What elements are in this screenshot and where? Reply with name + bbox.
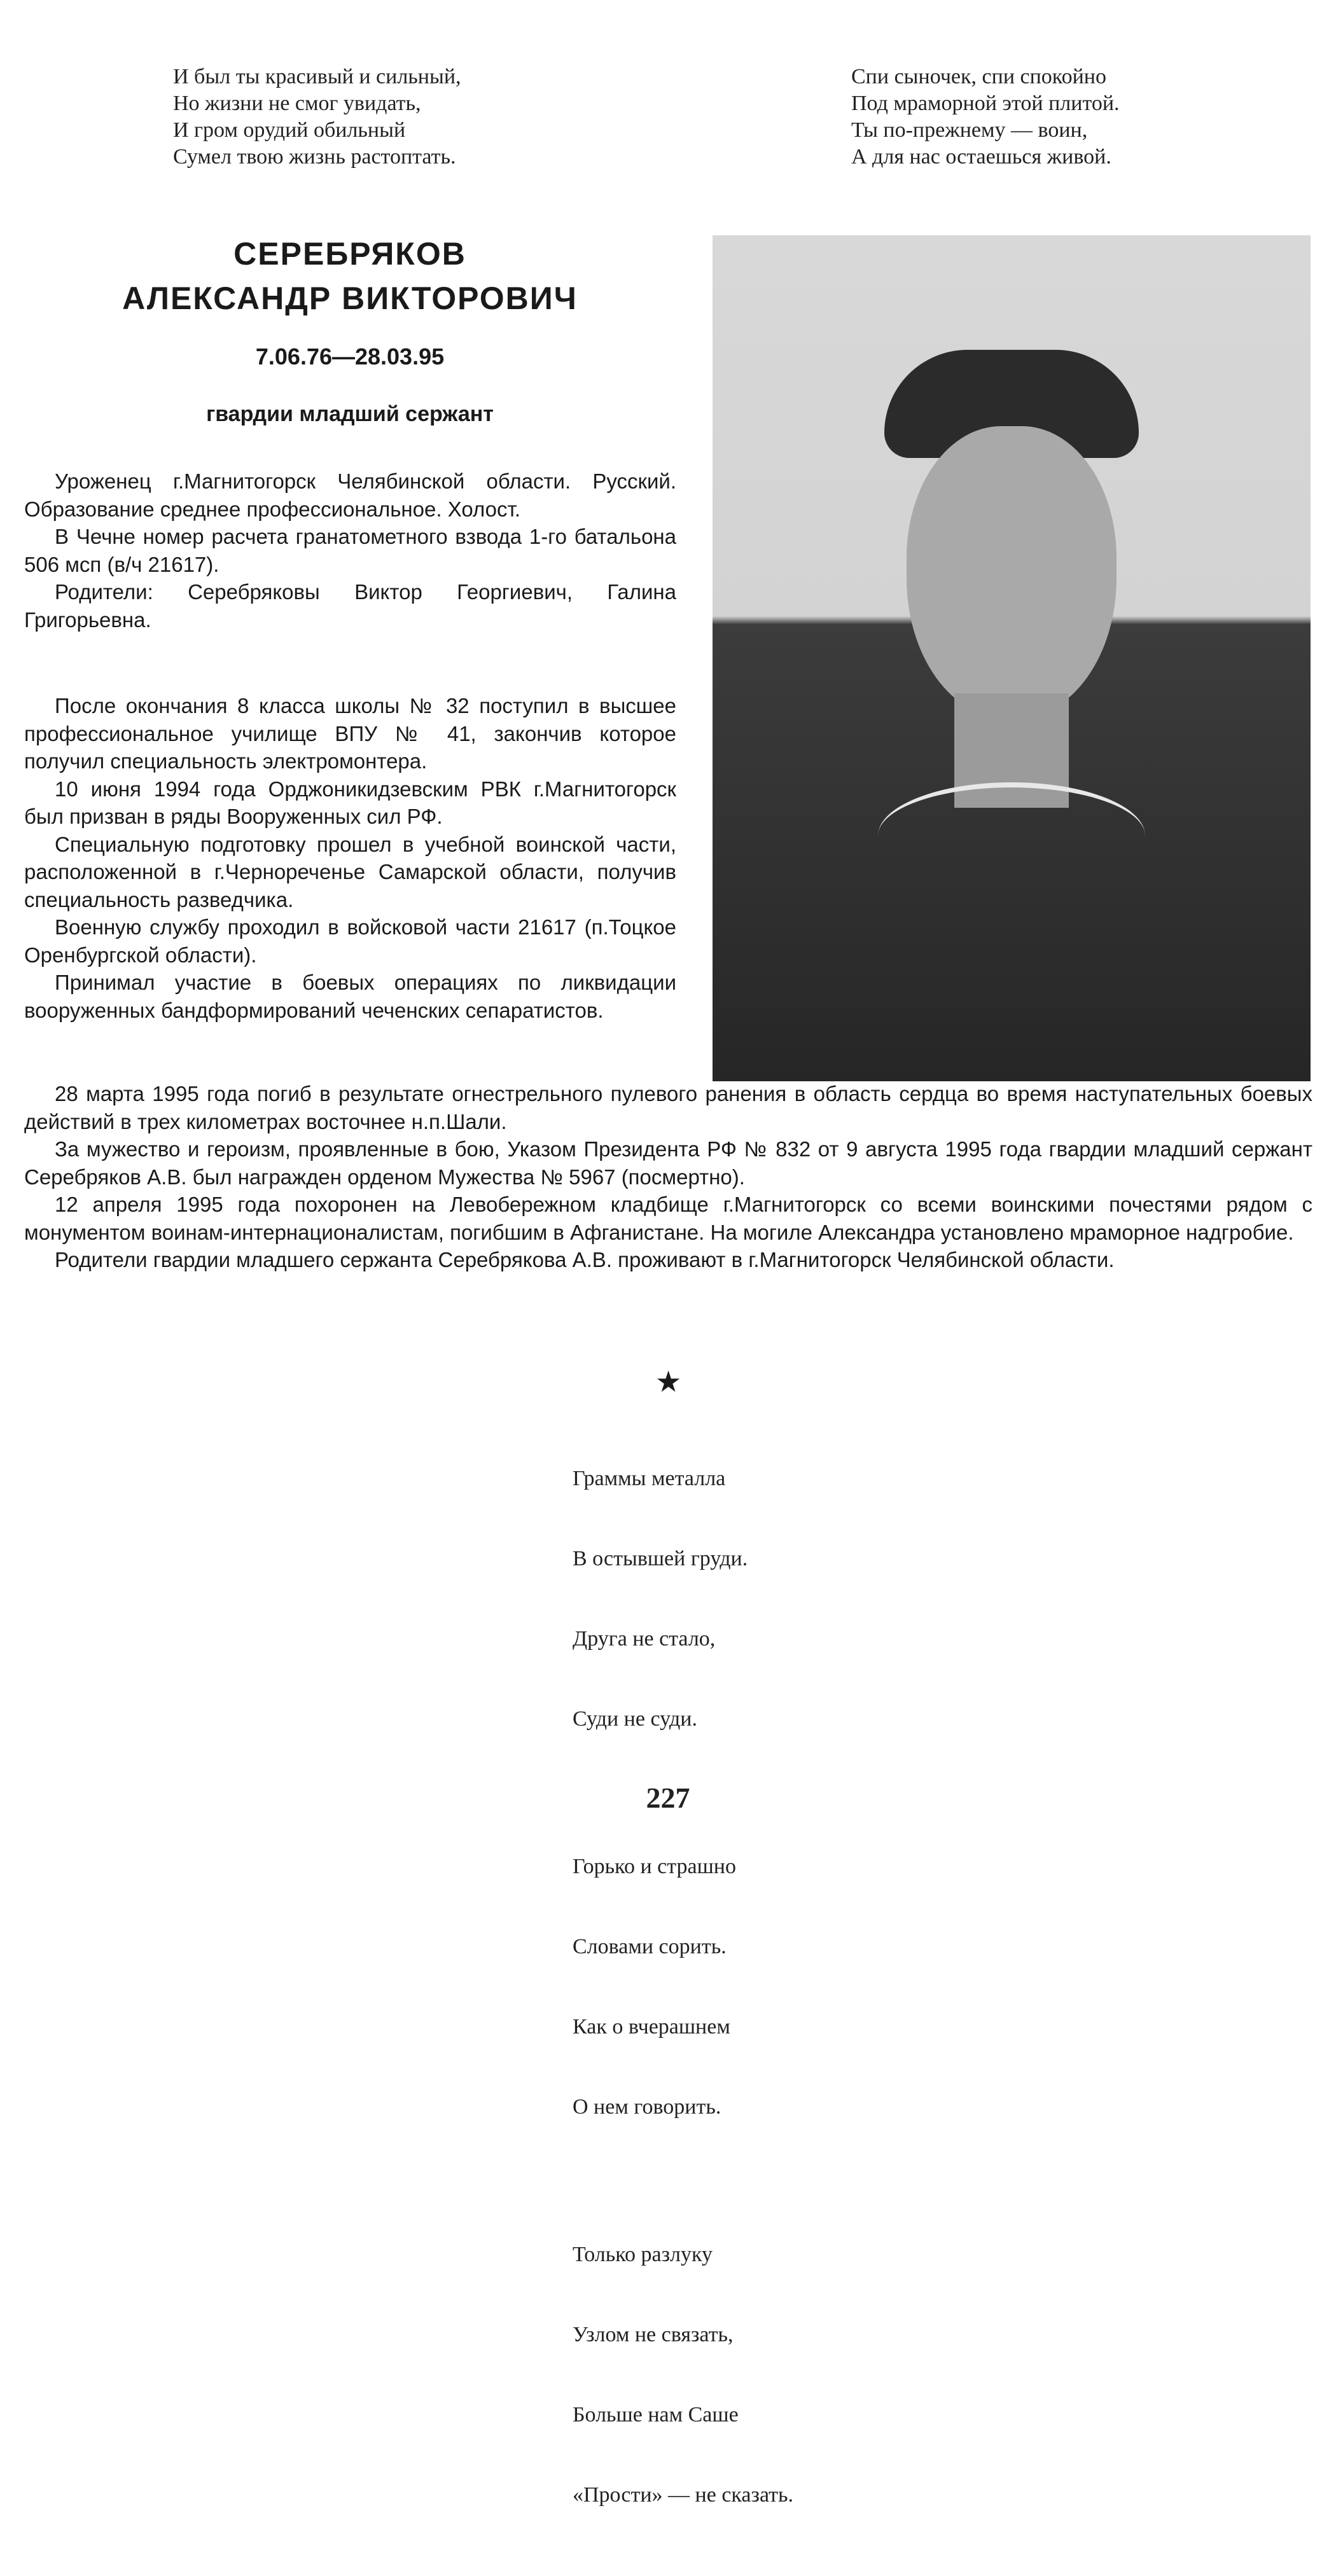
poem-line: Под мраморной этой плитой. bbox=[851, 92, 1120, 115]
life-dates: 7.06.76—28.03.95 bbox=[255, 343, 445, 370]
bio-paragraph: Уроженец г.Магнитогорск Челябинской области. Русский. Образование среднее профессиональное. Холост. bbox=[24, 469, 676, 521]
bio-long-section bbox=[24, 692, 676, 1024]
surname-heading: СЕРЕБРЯКОВ bbox=[233, 236, 466, 272]
military-rank: гвардии младший сержант bbox=[206, 402, 494, 426]
bio-paragraph: Принимал участие в боевых операциях по ликвидации вооруженных бандформирований чеченских сепаратистов. bbox=[24, 971, 676, 1022]
poem-stanza bbox=[573, 1412, 793, 1786]
poem-line: А для нас остаешься живой. bbox=[851, 145, 1111, 169]
bio-full-width-section bbox=[24, 1080, 1312, 1274]
poem-line: И гром орудий обильный bbox=[173, 118, 406, 142]
portrait-photo bbox=[713, 235, 1311, 1081]
bio-paragraph: В Чечне номер расчета гранатометного взвода 1-го батальона 506 мсп (в/ч 21617). bbox=[24, 525, 676, 576]
poem-bottom bbox=[573, 1412, 793, 2576]
poem-line: Словами сорить. bbox=[573, 1935, 727, 1958]
poem-line: Граммы металла bbox=[573, 1467, 726, 1490]
poem-top-right bbox=[851, 64, 1120, 170]
poem-stanza bbox=[573, 1800, 793, 2174]
photo-collar bbox=[878, 782, 1145, 889]
poem-line: Только разлуку bbox=[573, 2243, 713, 2266]
poem-line: Горько и страшно bbox=[573, 1855, 736, 1878]
poem-line: Но жизни не смог увидать, bbox=[173, 92, 421, 115]
given-names-heading: АЛЕКСАНДР ВИКТОРОВИЧ bbox=[122, 280, 578, 316]
bio-paragraph: Родители гвардии младшего сержанта Серебрякова А.В. проживают в г.Магнитогорск Челябинской области. bbox=[55, 1248, 1115, 1271]
poem-line: Спи сыночек, спи спокойно bbox=[851, 65, 1106, 88]
bio-paragraph: Военную службу проходил в войсковой части 21617 (п.Тоцкое Оренбургской области). bbox=[24, 915, 676, 967]
poem-line: Узлом не связать, bbox=[573, 2323, 734, 2346]
star-icon: ★ bbox=[655, 1365, 682, 1398]
poem-line: В остывшей груди. bbox=[573, 1547, 748, 1570]
poem-line: «Прости» — не сказать. bbox=[573, 2483, 794, 2507]
poem-top-left bbox=[173, 64, 461, 170]
poem-line: Суди не суди. bbox=[573, 1707, 697, 1731]
poem-stanza bbox=[573, 2188, 793, 2562]
poem-line: Друга не стало, bbox=[573, 1627, 716, 1651]
bio-short-section bbox=[24, 467, 676, 634]
poem-line: И был ты красивый и сильный, bbox=[173, 65, 461, 88]
bio-paragraph: Родители: Серебряковы Виктор Георгиевич, Галина Григорьевна. bbox=[24, 580, 676, 632]
bio-paragraph: 12 апреля 1995 года похоронен на Левобережном кладбище г.Магнитогорск со всеми воинскими почестями рядом с монументом воинам-интернационалистам, погибшим в Афганистане. На могиле Александра установлено мраморное надгробие. bbox=[24, 1193, 1312, 1244]
bio-paragraph: За мужество и героизм, проявленные в бою, Указом Президента РФ № 832 от 9 августа 1995 года гвардии младший сержант Серебряков А.В. был награжден орденом Мужества № 5967 (посмертно). bbox=[24, 1137, 1312, 1189]
bio-paragraph: 10 июня 1994 года Орджоникидзевским РВК г.Магнитогорск был призван в ряды Вооруженных сил РФ. bbox=[24, 777, 676, 828]
bio-paragraph: 28 марта 1995 года погиб в результате огнестрельного пулевого ранения в область сердца во время наступательных боевых действий в трех километрах восточнее н.п.Шали. bbox=[24, 1082, 1312, 1133]
poem-line: Как о вчерашнем bbox=[573, 2015, 730, 2039]
photo-face bbox=[907, 426, 1117, 719]
bio-paragraph: Специальную подготовку прошел в учебной воинской части, расположенной в г.Чернореченье Самарской области, получив специальность разведчика. bbox=[24, 832, 676, 911]
poem-line: Сумел твою жизнь растоптать. bbox=[173, 145, 456, 169]
page-number: 227 bbox=[646, 1782, 690, 1814]
bio-paragraph: После окончания 8 класса школы № 32 поступил в высшее профессиональное училище ВПУ № 41, закончив которое получил специальность электромонтера. bbox=[24, 694, 676, 773]
poem-line: О нем говорить. bbox=[573, 2095, 721, 2119]
poem-line: Больше нам Саше bbox=[573, 2403, 739, 2427]
poem-line: Ты по-прежнему — воин, bbox=[851, 118, 1088, 142]
